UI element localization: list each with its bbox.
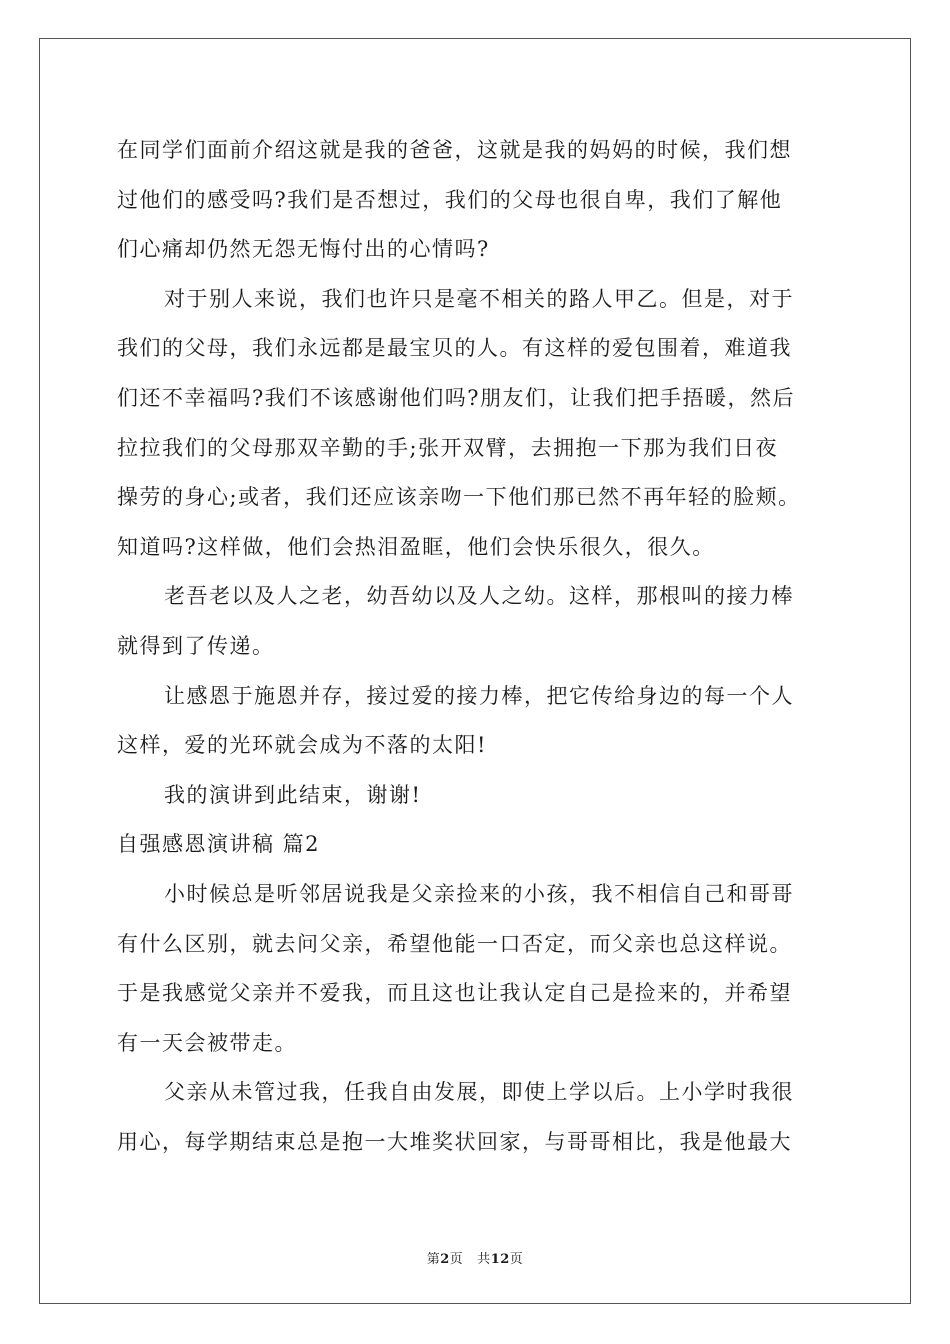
text-line: 于是我感觉父亲并不爱我，而且这也让我认定自己是捡来的，并希望: [117, 981, 792, 1006]
text-line: 我们的父母，我们永远都是最宝贝的人。有这样的爱包围着，难道我: [117, 336, 792, 361]
text-line: 有一天会被带走。: [117, 1030, 297, 1055]
document-body: [117, 126, 857, 1167]
page-prefix: 第: [426, 1252, 441, 1267]
total-pages: 12: [490, 1252, 510, 1267]
text-line: 用心，每学期结束总是抱一大堆奖状回家，与哥哥相比，我是他最大: [117, 1129, 792, 1154]
paragraph-start-line: 让感恩于施恩并存，接过爱的接力棒，把它传给身边的每一个人: [164, 683, 794, 708]
paragraph-start-line: 老吾老以及人之老，幼吾幼以及人之幼。这样，那根叫的接力棒: [164, 584, 794, 609]
text-line: 这样，爱的光环就会成为不落的太阳!: [117, 733, 487, 758]
text-line: 们还不幸福吗?我们不该感谢他们吗?朋友们，让我们把手捂暖，然后: [117, 385, 796, 410]
paragraph-start-line: 小时候总是听邻居说我是父亲捡来的小孩，我不相信自己和哥哥: [164, 881, 794, 906]
page-unit: 页: [449, 1252, 464, 1267]
text-line: 们心痛却仍然无怨无悔付出的心情吗?: [117, 237, 490, 262]
text-line: 有什么区别，就去问父亲，希望他能一口否定，而父亲也总这样说。: [117, 931, 792, 956]
text-line: 拉拉我们的父母那双辛勤的手;张开双臂，去拥抱一下那为我们日夜: [117, 435, 779, 460]
text-line: 就得到了传递。: [117, 633, 275, 658]
paragraph-start-line: 我的演讲到此结束，谢谢!: [164, 782, 422, 807]
total-prefix: 共: [477, 1252, 491, 1267]
page-number: 2: [440, 1252, 450, 1267]
paragraph-start-line: 对于别人来说，我们也许只是毫不相关的路人甲乙。但是，对于: [164, 286, 794, 311]
page-footer: [0, 1248, 950, 1267]
paragraph-start-line: 父亲从未管过我，任我自由发展，即使上学以后。上小学时我很: [164, 1080, 794, 1105]
text-line: 过他们的感受吗?我们是否想过，我们的父母也很自卑，我们了解他: [117, 187, 783, 212]
text-line: 在同学们面前介绍这就是我的爸爸，这就是我的妈妈的时候，我们想: [117, 138, 792, 162]
total-unit: 页: [509, 1252, 524, 1267]
text-line: 知道吗?这样做，他们会热泪盈眶，他们会快乐很久，很久。: [117, 534, 715, 559]
section-heading: 自强感恩演讲稿 篇2: [117, 832, 321, 857]
text-line: 操劳的身心;或者，我们还应该亲吻一下他们那已然不再年轻的脸颊。: [117, 485, 801, 510]
